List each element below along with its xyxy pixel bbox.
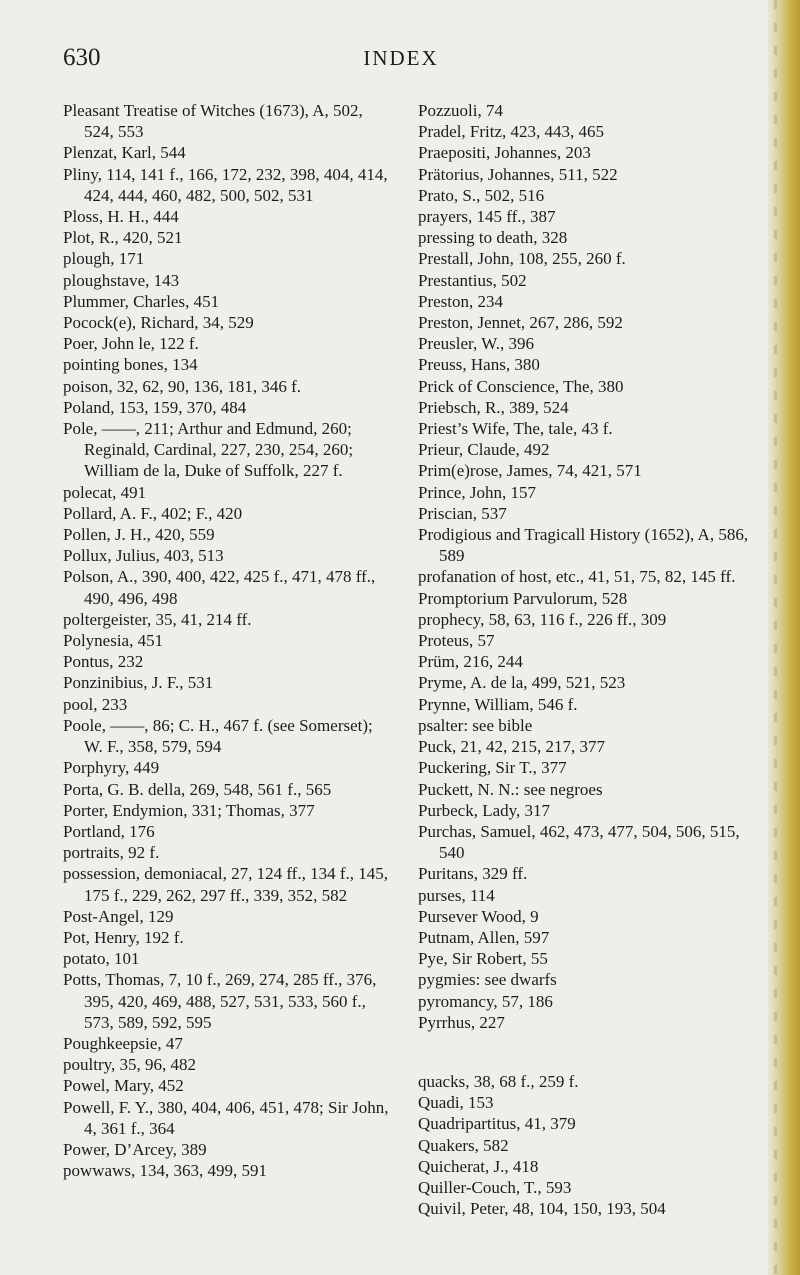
index-entry: Pocock(e), Richard, 34, 529 xyxy=(63,313,254,333)
index-entry: pyromancy, 57, 186 xyxy=(418,991,553,1011)
index-entry: Pyrrhus, 227 xyxy=(418,1012,505,1032)
index-entry: Preusler, W., 396 xyxy=(418,334,534,354)
index-entry: polecat, 491 xyxy=(63,482,147,502)
index-entry: Quadi, 153 xyxy=(418,1093,494,1113)
index-entry: Proteus, 57 xyxy=(418,631,495,651)
index-entry: Purbeck, Lady, 317 xyxy=(418,800,551,820)
index-entry: Pursever Wood, 9 xyxy=(418,906,539,926)
index-entry: Prieur, Claude, 492 xyxy=(418,440,550,460)
index-entry: poultry, 35, 96, 482 xyxy=(63,1055,197,1075)
index-entry: Prätorius, Johannes, 511, 522 xyxy=(418,164,618,184)
index-entry: pointing bones, 134 xyxy=(63,355,198,375)
index-entry: Prestantius, 502 xyxy=(418,270,527,290)
index-column-right xyxy=(418,100,763,1219)
index-entry: pool, 233 xyxy=(63,694,128,714)
index-entry: potato, 101 xyxy=(63,949,140,969)
index-entry: Prodigious and Tragicall History (1652), A, 586, 589 xyxy=(418,525,749,566)
index-entry: Puckering, Sir T., 377 xyxy=(418,758,567,778)
index-entry: ploughstave, 143 xyxy=(63,270,180,290)
index-entry: pygmies: see dwarfs xyxy=(418,970,557,990)
index-entry: Pollen, J. H., 420, 559 xyxy=(63,525,215,545)
index-entry: Quiller-Couch, T., 593 xyxy=(418,1177,572,1197)
index-entry: Plummer, Charles, 451 xyxy=(63,291,220,311)
index-entry: Powell, F. Y., 380, 404, 406, 451, 478; Sir John, 4, 361 f., 364 xyxy=(63,1097,389,1138)
running-head: INDEX xyxy=(363,46,439,70)
index-entry: poison, 32, 62, 90, 136, 181, 346 f. xyxy=(63,376,301,396)
index-entry: Pollard, A. F., 402; F., 420 xyxy=(63,503,243,523)
index-entry: possession, demoniacal, 27, 124 ff., 134 f., 145, 175 f., 229, 262, 297 ff., 339, 352, 582 xyxy=(63,864,389,905)
index-entry: Promptorium Parvulorum, 528 xyxy=(418,588,628,608)
index-entry: Preuss, Hans, 380 xyxy=(418,355,540,375)
index-entry: Porta, G. B. della, 269, 548, 561 f., 565 xyxy=(63,779,332,799)
index-entry: Poughkeepsie, 47 xyxy=(63,1033,183,1053)
index-entry: Poland, 153, 159, 370, 484 xyxy=(63,397,247,417)
index-entry: Quicherat, J., 418 xyxy=(418,1156,539,1176)
index-entry: portraits, 92 f. xyxy=(63,843,160,863)
index-entry: poltergeister, 35, 41, 214 ff. xyxy=(63,609,252,629)
index-entry: powwaws, 134, 363, 499, 591 xyxy=(63,1161,267,1181)
index-entry: Preston, Jennet, 267, 286, 592 xyxy=(418,313,623,333)
index-entry: Prim(e)rose, James, 74, 421, 571 xyxy=(418,461,642,481)
index-entry: Purchas, Samuel, 462, 473, 477, 504, 506, 515, 540 xyxy=(418,821,740,863)
index-entry: Pradel, Fritz, 423, 443, 465 xyxy=(418,122,605,142)
index-entry: pressing to death, 328 xyxy=(418,228,568,248)
index-entry: psalter: see bible xyxy=(418,715,533,735)
index-entry: Pye, Sir Robert, 55 xyxy=(418,949,548,969)
index-entry: Pot, Henry, 192 f. xyxy=(63,927,184,947)
index-entry: Puck, 21, 42, 215, 217, 377 xyxy=(418,737,605,757)
index-column-left xyxy=(63,100,393,1181)
page-edge xyxy=(768,0,800,1275)
index-entry: profanation of host, etc., 41, 51, 75, 82, 145 ff. xyxy=(418,567,736,587)
index-entry: Prato, S., 502, 516 xyxy=(418,185,545,205)
index-entry: Prick of Conscience, The, 380 xyxy=(418,376,624,396)
index-entry: Ponzinibius, J. F., 531 xyxy=(63,673,214,693)
index-entry: Prestall, John, 108, 255, 260 f. xyxy=(418,249,626,269)
index-entry: Pollux, Julius, 403, 513 xyxy=(63,546,224,566)
index-entry: Preston, 234 xyxy=(418,291,503,311)
index-entry: Pozzuoli, 74 xyxy=(418,101,503,120)
index-entry: Poole, ——, 86; C. H., 467 f. (see Somerset); W. F., 358, 579, 594 xyxy=(63,715,373,757)
index-entry: Prince, John, 157 xyxy=(418,482,537,502)
index-entry: Porphyry, 449 xyxy=(63,758,160,778)
index-entry: Quadripartitus, 41, 379 xyxy=(418,1114,576,1134)
page-number: 630 xyxy=(63,44,101,71)
index-entry: Priscian, 537 xyxy=(418,503,507,523)
index-entry: purses, 114 xyxy=(418,885,495,905)
index-entry: Pryme, A. de la, 499, 521, 523 xyxy=(418,673,626,693)
index-entry: Powel, Mary, 452 xyxy=(63,1076,184,1096)
index-entry: prophecy, 58, 63, 116 f., 226 ff., 309 xyxy=(418,609,667,629)
index-entry: Polynesia, 451 xyxy=(63,631,164,651)
page-header xyxy=(63,44,713,74)
index-entry: Potts, Thomas, 7, 10 f., 269, 274, 285 ff., 376, 395, 420, 469, 488, 527, 531, 533, 560 f., 573, 589, 592, 595 xyxy=(63,970,377,1032)
index-entry: Pleasant Treatise of Witches (1673), A, 502, 524, 553 xyxy=(63,101,363,142)
index-entry: Puritans, 329 ff. xyxy=(418,864,528,884)
index-entry: Pliny, 114, 141 f., 166, 172, 232, 398, 404, 414, 424, 444, 460, 482, 500, 502, 531 xyxy=(63,164,388,205)
index-entry: Plenzat, Karl, 544 xyxy=(63,143,186,163)
index-entry: Priebsch, R., 389, 524 xyxy=(418,397,569,417)
index-section-p xyxy=(418,100,763,1033)
index-entry: Prynne, William, 546 f. xyxy=(418,694,578,714)
index-entry: Priest’s Wife, The, tale, 43 f. xyxy=(418,419,613,439)
index-entry: Putnam, Allen, 597 xyxy=(418,927,550,947)
index-entry: prayers, 145 ff., 387 xyxy=(418,207,556,227)
index-entry: Post-Angel, 129 xyxy=(63,906,174,926)
section-gap xyxy=(418,1033,763,1071)
index-entry: plough, 171 xyxy=(63,249,145,269)
index-entry: Quivil, Peter, 48, 104, 150, 193, 504 xyxy=(418,1199,666,1219)
index-section-q xyxy=(418,1071,763,1219)
index-entry: Poer, John le, 122 f. xyxy=(63,334,199,354)
index-entry: Praepositi, Johannes, 203 xyxy=(418,143,591,163)
index-entry: Porter, Endymion, 331; Thomas, 377 xyxy=(63,800,315,820)
index-entry: quacks, 38, 68 f., 259 f. xyxy=(418,1071,579,1091)
index-entry: Power, D’Arcey, 389 xyxy=(63,1139,207,1159)
index-entry: Quakers, 582 xyxy=(418,1135,509,1155)
index-entry: Pontus, 232 xyxy=(63,652,144,672)
index-entry: Polson, A., 390, 400, 422, 425 f., 471, 478 ff., 490, 496, 498 xyxy=(63,567,376,608)
index-entry: Pole, ——, 211; Arthur and Edmund, 260; Reginald, Cardinal, 227, 230, 254, 260; William de la, Duke of Suffolk, 227 f. xyxy=(63,419,354,481)
index-entry: Ploss, H. H., 444 xyxy=(63,207,179,227)
index-entry: Prüm, 216, 244 xyxy=(418,652,523,672)
index-entry: Puckett, N. N.: see negroes xyxy=(418,779,603,799)
index-entry: Portland, 176 xyxy=(63,821,155,841)
index-entry: Plot, R., 420, 521 xyxy=(63,228,183,248)
